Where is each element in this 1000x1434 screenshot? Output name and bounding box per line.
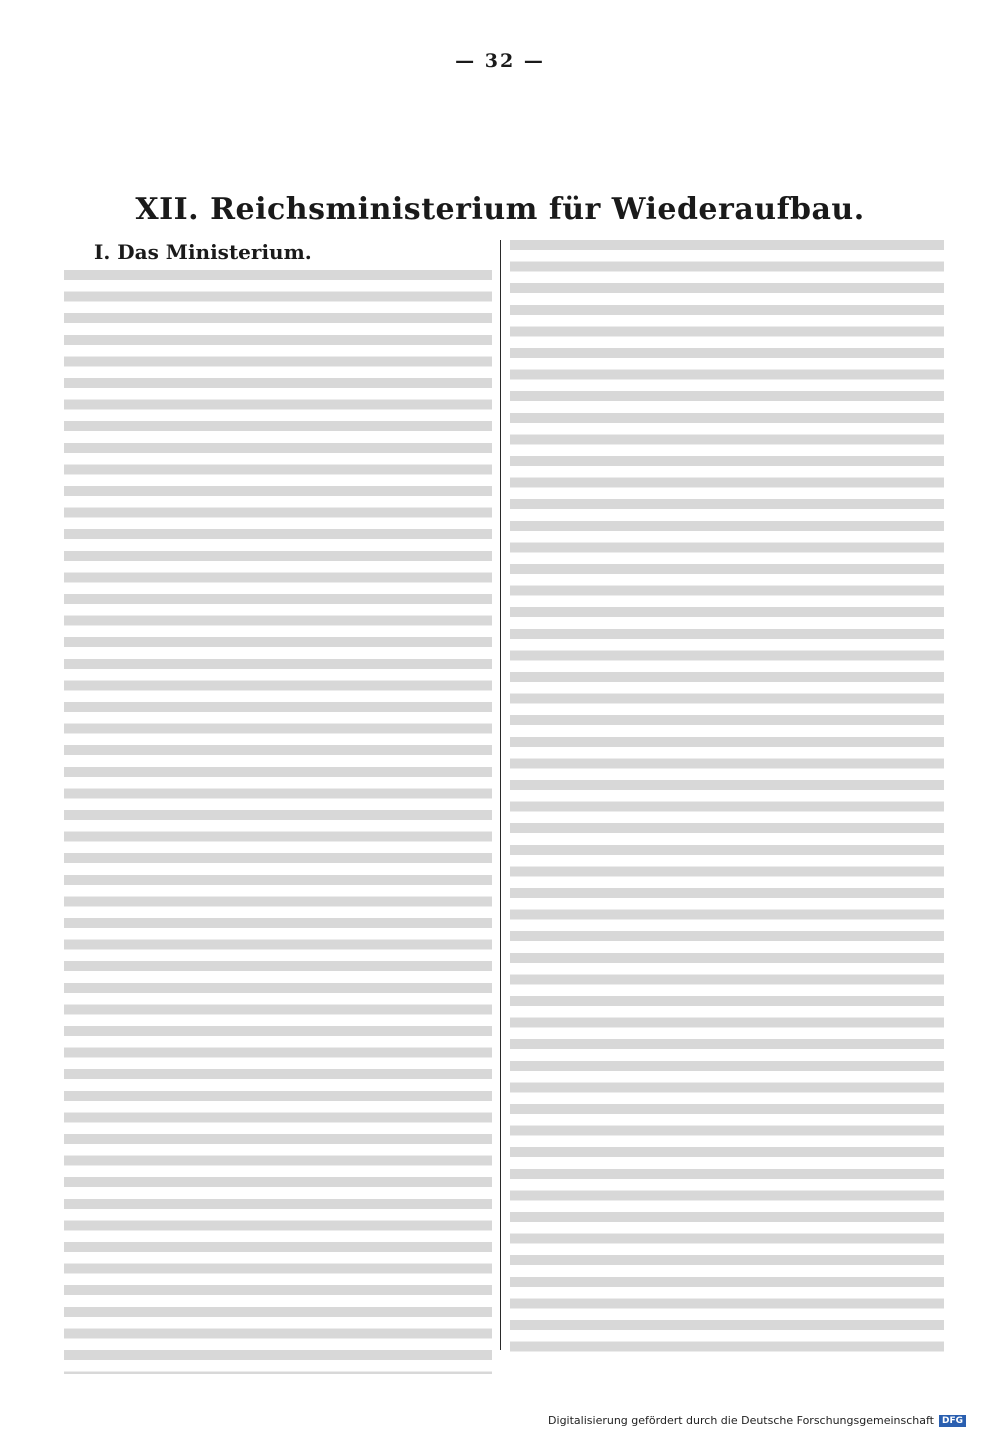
chapter-title: XII. Reichsministerium für Wiederaufbau. (135, 192, 865, 227)
dfg-badge: DFG (939, 1415, 966, 1427)
right-column (510, 240, 944, 1355)
footer (548, 1414, 966, 1427)
footer-text: Digitalisierung gefördert durch die Deutsche Forschungsgemeinschaft (548, 1414, 934, 1427)
left-column (64, 240, 492, 1374)
page-number: — 32 — (455, 50, 545, 72)
right-column-text (510, 240, 944, 1355)
column-rule (500, 240, 501, 1350)
section-title: I. Das Ministerium. (94, 240, 312, 264)
left-column-text (64, 270, 492, 1374)
